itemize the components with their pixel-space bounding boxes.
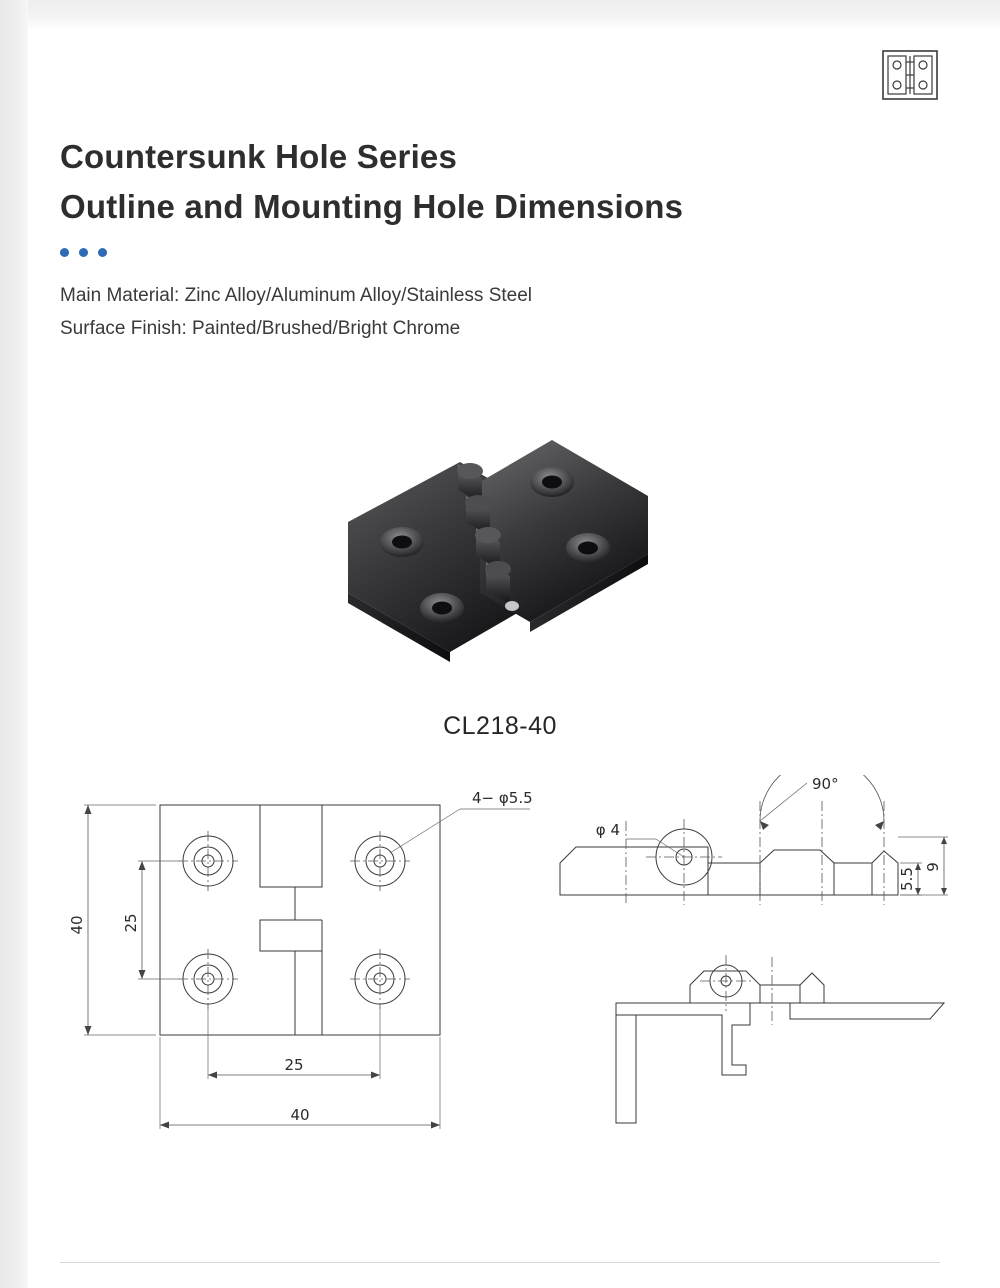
front-view-dim-width: 40 <box>290 1106 310 1124</box>
top-view-dim-9: 9 <box>924 862 942 872</box>
spec-block <box>60 279 940 345</box>
dot-3 <box>98 248 107 257</box>
surface-finish-text: Surface Finish: Painted/Brushed/Bright Chrome <box>60 318 461 339</box>
left-edge-shade <box>0 0 28 1288</box>
top-view-angle-callout: 90° <box>812 775 839 793</box>
main-material-text: Main Material: Zinc Alloy/Aluminum Alloy/Stainless Steel <box>60 285 533 306</box>
dot-1 <box>60 248 69 257</box>
top-view-pin-callout: φ 4 <box>595 821 620 839</box>
top-edge-shade <box>0 0 1000 30</box>
page-title-line-1: Countersunk Hole Series <box>60 138 458 175</box>
technical-drawings <box>60 775 950 1195</box>
hinge-thumbnail-icon <box>882 50 938 100</box>
product-model-label: CL218-40 <box>443 712 557 740</box>
front-view-hole-callout: 4− φ5.5 <box>472 789 533 807</box>
header-block <box>60 132 940 345</box>
top-view-dim-5-5: 5.5 <box>898 867 916 891</box>
front-view-dim-hole-spacing-horizontal: 25 <box>284 1056 304 1074</box>
side-view-group <box>616 955 944 1123</box>
front-view-dim-height: 40 <box>68 915 86 935</box>
top-view-group <box>560 775 948 905</box>
product-photo <box>330 430 670 680</box>
decorative-dots <box>60 248 940 257</box>
front-view-dim-hole-spacing-vertical: 25 <box>122 913 140 933</box>
page-title-line-2: Outline and Mounting Hole Dimensions <box>60 188 684 225</box>
dot-2 <box>79 248 88 257</box>
footer-divider <box>60 1262 940 1263</box>
front-view-group <box>68 789 533 1129</box>
